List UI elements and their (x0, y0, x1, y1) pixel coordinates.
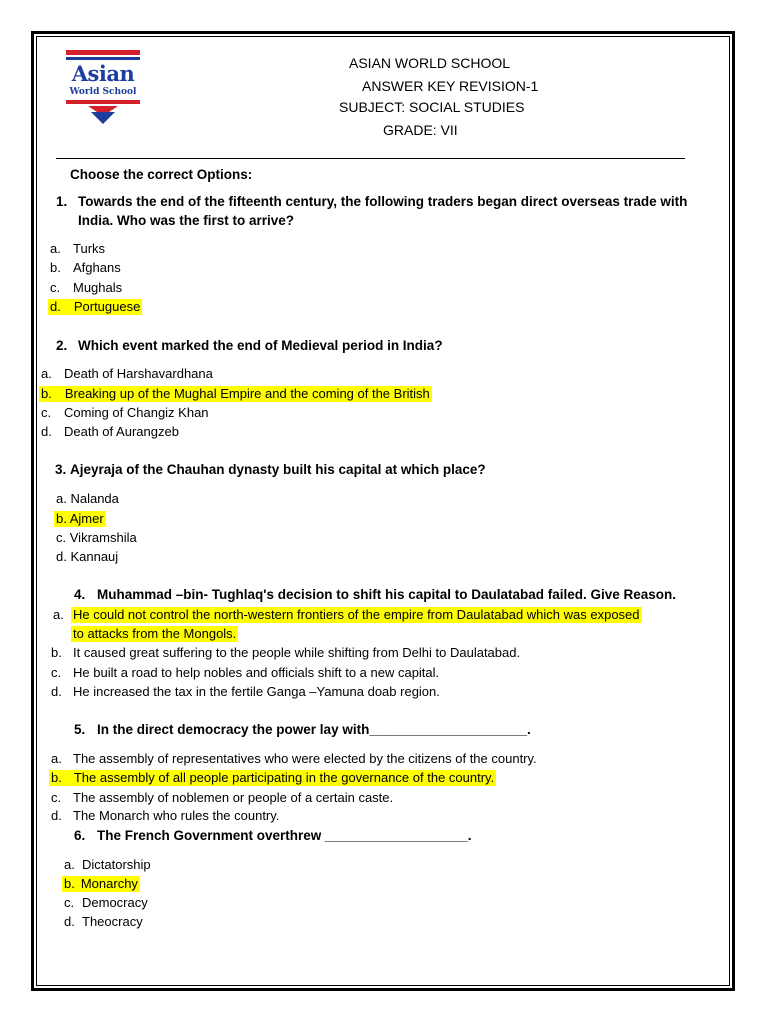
q3-option-a (56, 491, 119, 507)
q4-option-c-letter: c. (51, 665, 62, 680)
q3-option-c-letter: c. (56, 530, 67, 545)
q5-option-b-correct (49, 770, 496, 786)
question-2-number: 2. (56, 338, 68, 353)
q5-option-d: The Monarch who rules the country. (73, 808, 280, 823)
logo-red-stripe (66, 50, 140, 55)
q4-option-d-letter: d. (51, 684, 62, 699)
logo-blue-stripe (66, 57, 140, 60)
q1-option-d-correct (48, 299, 142, 315)
q5-option-b-text: The assembly of all people participating in the governance of the country. (73, 770, 495, 785)
question-1-text: Towards the end of the fifteenth century, the following traders began direct overseas trade with India. Who was the first to arrive? (78, 194, 688, 228)
q5-option-c: The assembly of noblemen or people of a certain caste. (73, 790, 394, 805)
question-5-text: In the direct democracy the power lay with_____________________. (97, 722, 531, 737)
q4-option-d: He increased the tax in the fertile Ganga –Yamuna doab region. (73, 684, 440, 699)
q4-option-a-correct-continued: to attacks from the Mongols. (73, 626, 237, 641)
q3-option-b-correct (54, 511, 106, 527)
q2-option-d: Death of Aurangzeb (64, 424, 179, 439)
q4-option-a-correct: He could not control the north-western frontiers of the empire from Daulatabad which was exposed (73, 607, 640, 622)
q2-option-a: Death of Harshavardhana (64, 366, 213, 381)
q6-option-a-letter: a. (64, 857, 75, 872)
q6-option-b-text: Monarchy (80, 876, 138, 891)
question-5-number: 5. (74, 722, 86, 737)
q3-option-d (56, 549, 118, 565)
q6-option-d-letter: d. (64, 914, 75, 929)
question-6-text: The French Government overthrew ___________________. (97, 828, 472, 843)
q3-option-c (56, 530, 137, 546)
q4-option-b-letter: b. (51, 645, 62, 660)
q2-option-c: Coming of Changiz Khan (64, 405, 209, 420)
q4-option-a-letter: a. (53, 607, 64, 622)
q4-option-b: It caused great suffering to the people while shifting from Delhi to Daulatabad. (73, 645, 521, 660)
q1-option-a: Turks (73, 241, 106, 256)
q5-option-b-letter: b. (51, 770, 62, 785)
q3-option-d-text: Kannauj (70, 549, 119, 564)
q5-option-a: The assembly of representatives who were elected by the citizens of the country. (73, 751, 537, 766)
q6-option-c-letter: c. (64, 895, 75, 910)
q3-option-c-text: Vikramshila (69, 530, 137, 545)
q2-option-a-letter: a. (41, 366, 52, 381)
q1-option-c-letter: c. (50, 280, 61, 295)
q3-option-a-letter: a. (56, 491, 67, 506)
q3-option-a-text: Nalanda (70, 491, 119, 506)
q5-option-d-letter: d. (51, 808, 62, 823)
q2-option-b-text: Breaking up of the Mughal Empire and the coming of the British (64, 386, 430, 401)
document-title: ANSWER KEY REVISION-1 (362, 78, 539, 94)
q6-option-c: Democracy (82, 895, 148, 910)
q5-option-c-letter: c. (51, 790, 62, 805)
q2-option-c-letter: c. (41, 405, 52, 420)
question-3-text: Ajeyraja of the Chauhan dynasty built his capital at which place? (70, 462, 486, 477)
instruction-text: Choose the correct Options: (70, 167, 253, 182)
school-name: ASIAN WORLD SCHOOL (349, 55, 511, 71)
q3-option-b-text: Ajmer (69, 511, 104, 526)
school-logo (64, 50, 142, 126)
q2-option-b-letter: b. (41, 386, 52, 401)
logo-word-world-school: World School (69, 87, 137, 97)
question-4-number: 4. (74, 587, 86, 602)
q1-option-b-letter: b. (50, 260, 61, 275)
header-divider (56, 158, 685, 159)
q1-option-d-letter: d. (50, 299, 61, 314)
logo-red-stripe-lower (66, 100, 140, 104)
question-4-text: Muhammad –bin- Tughlaq's decision to shift his capital to Daulatabad failed. Give Reason. (97, 587, 677, 602)
q2-option-b-correct (39, 386, 432, 402)
q6-option-a: Dictatorship (82, 857, 151, 872)
logo-chevron-icon (88, 106, 118, 124)
question-6-number: 6. (74, 828, 86, 843)
grade-line: GRADE: VII (383, 122, 458, 138)
q1-option-a-letter: a. (50, 241, 61, 256)
question-3-number: 3. (55, 462, 67, 477)
q5-option-a-letter: a. (51, 751, 62, 766)
q1-option-c: Mughals (73, 280, 123, 295)
q1-option-d-text: Portuguese (73, 299, 141, 314)
q6-option-b-letter: b. (64, 876, 75, 891)
q6-option-b-correct (62, 876, 140, 892)
q3-option-b-letter: b. (56, 511, 67, 526)
q1-option-b: Afghans (73, 260, 121, 275)
q2-option-d-letter: d. (41, 424, 52, 439)
subject-line: SUBJECT: SOCIAL STUDIES (339, 99, 525, 115)
q3-option-d-letter: d. (56, 549, 67, 564)
q6-option-d: Theocracy (82, 914, 143, 929)
question-1-number: 1. (56, 194, 68, 209)
question-2-text: Which event marked the end of Medieval period in India? (78, 338, 443, 353)
logo-word-asian: Asian (71, 61, 135, 86)
q4-option-c: He built a road to help nobles and officials shift to a new capital. (73, 665, 440, 680)
